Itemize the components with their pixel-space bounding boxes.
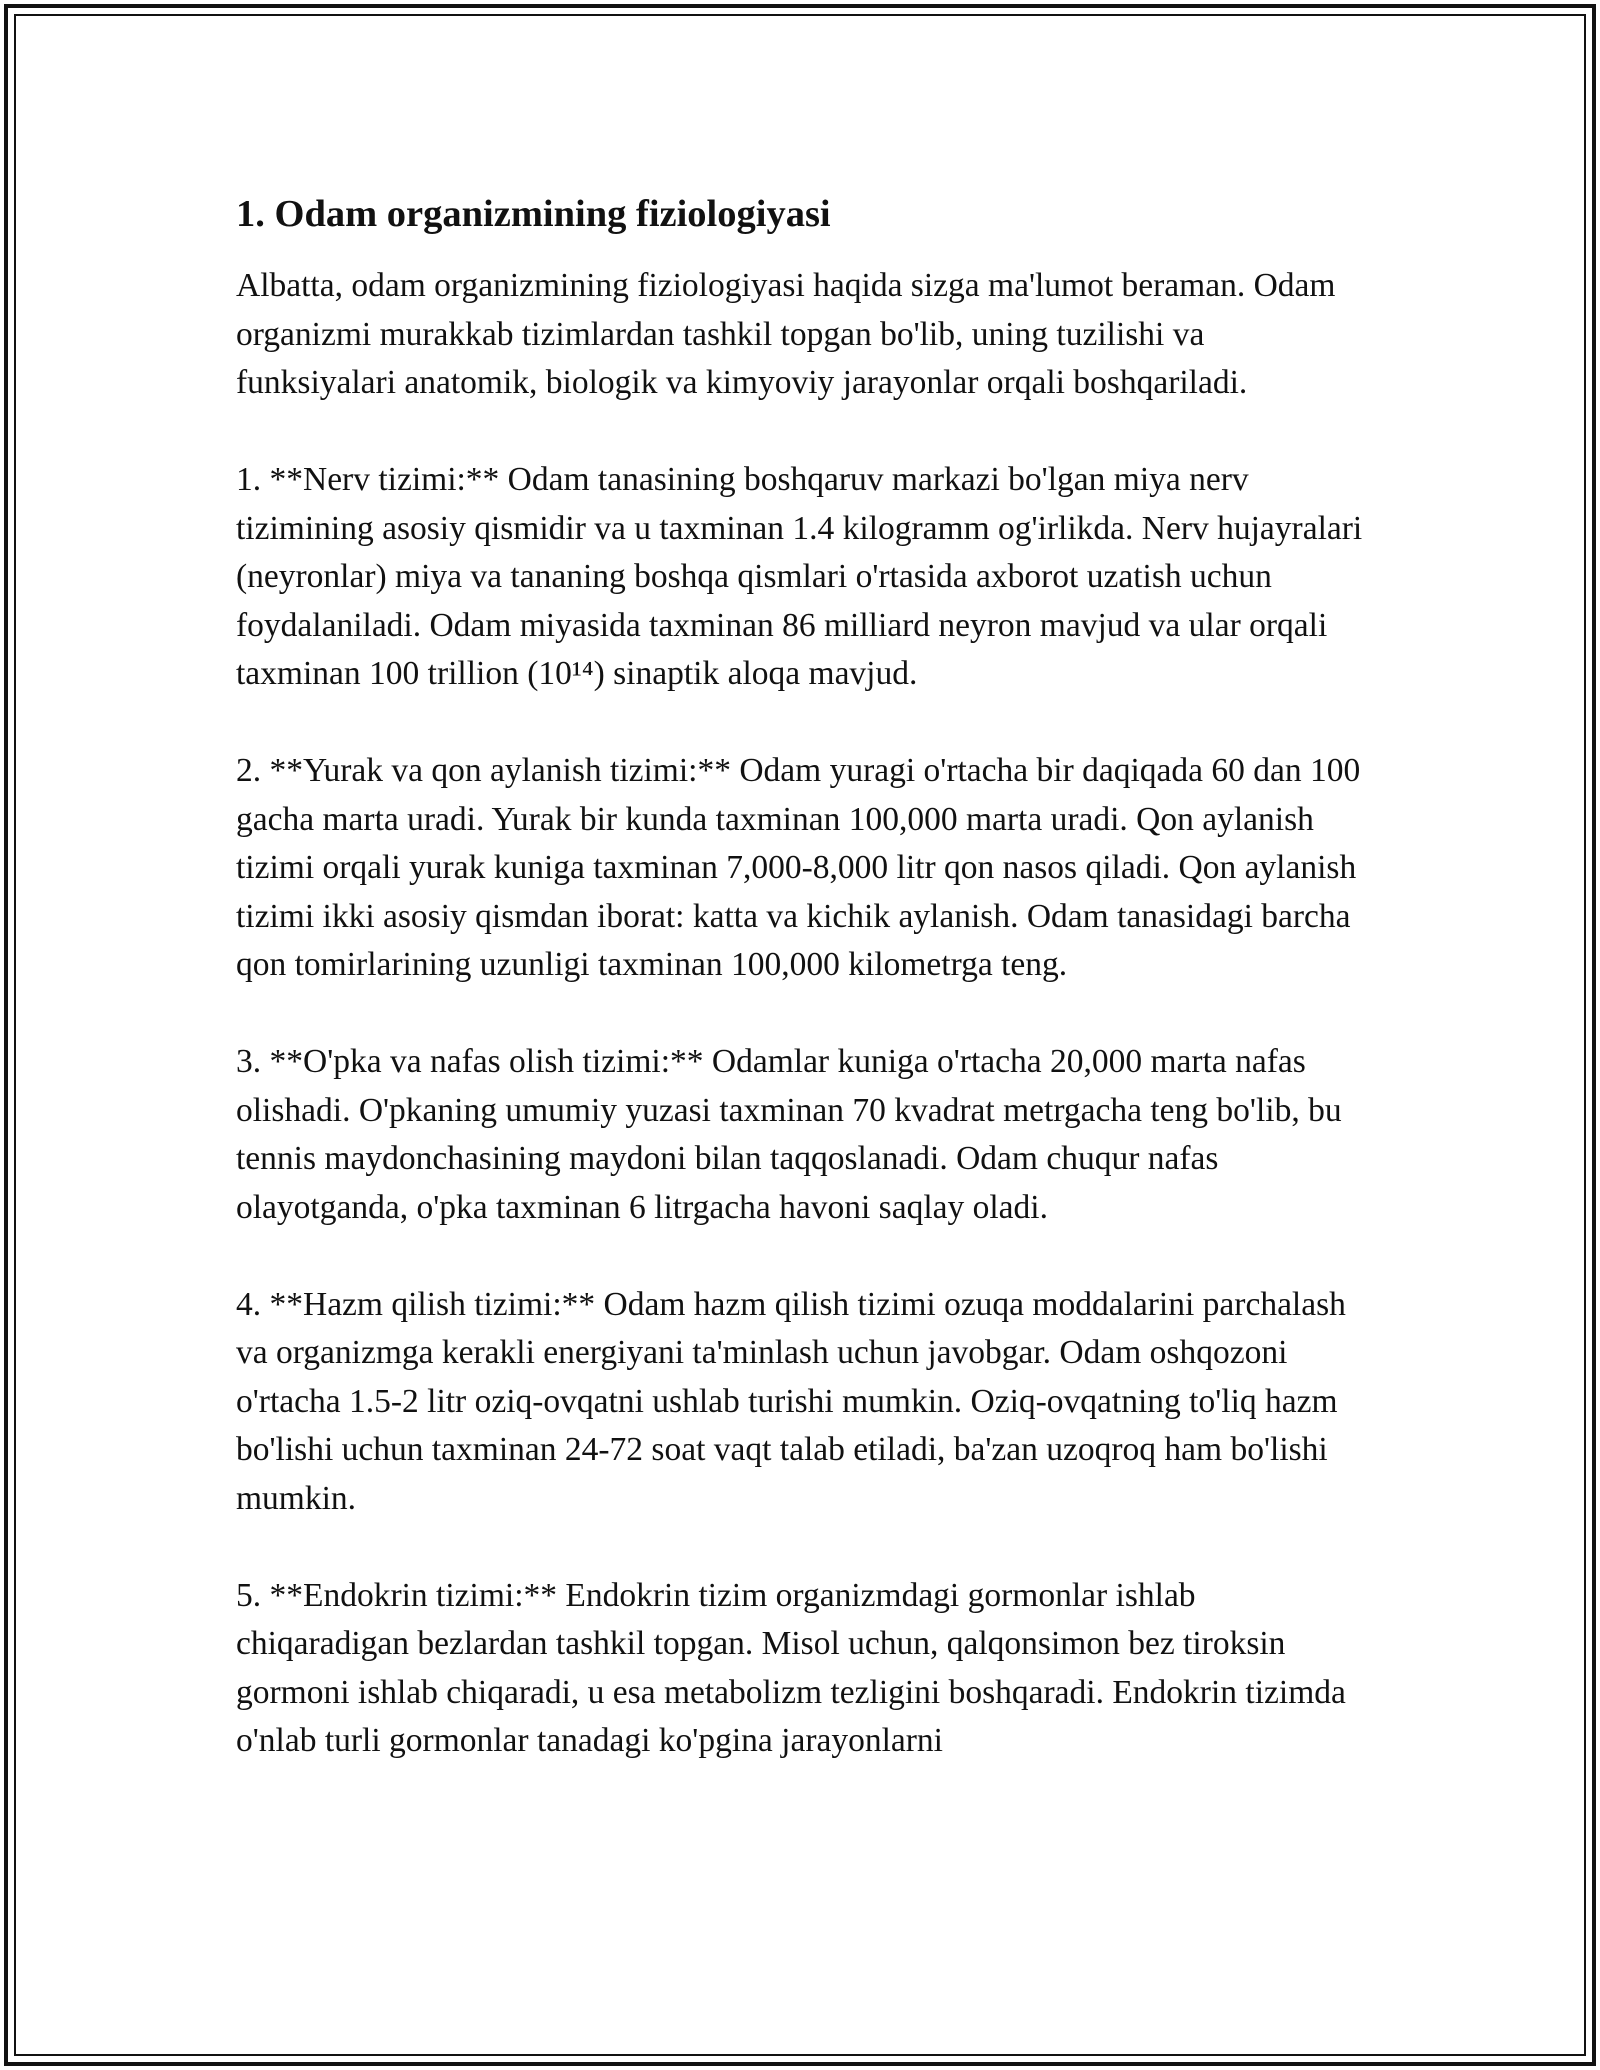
respiratory-system-paragraph: 3. **O'pka va nafas olish tizimi:** Odamlar kuniga o'rtacha 20,000 marta nafas olishadi. O'pkaning umumiy yuzasi taxminan 70 kvadrat metrgacha teng bo'lib, bu tennis maydonchasining maydoni bilan taqqoslanadi. Odam chuqur nafas olayotganda, o'pka taxminan 6 litrgacha havoni saqlay oladi. xyxy=(236,1043,1342,1226)
section-heading: 1. Odam organizmining fiziologiyasi xyxy=(236,193,831,235)
document-body xyxy=(236,186,1366,1766)
nerve-system-paragraph: 1. **Nerv tizimi:** Odam tanasining boshqaruv markazi bo'lgan miya nerv tizimining asosiy qismidir va u taxminan 1.4 kilogramm og'irlikda. Nerv hujayralari (neyronlar) miya va tananing boshqa qismlari o'rtasida axborot uzatish uchun foydalaniladi. Odam miyasida taxminan 86 milliard neyron mavjud va ular orqali taxminan 100 trillion (10¹⁴) sinaptik aloqa mavjud. xyxy=(236,461,1363,692)
digestive-system-paragraph: 4. **Hazm qilish tizimi:** Odam hazm qilish tizimi ozuqa moddalarini parchalash va organizmga kerakli energiyani ta'minlash uchun javobgar. Odam oshqozoni o'rtacha 1.5-2 litr oziq-ovqatni ushlab turishi mumkin. Oziq-ovqatning to'liq hazm bo'lishi uchun taxminan 24-72 soat vaqt talab etiladi, ba'zan uzoqroq ham bo'lishi mumkin. xyxy=(236,1285,1346,1517)
circulatory-system-paragraph: 2. **Yurak va qon aylanish tizimi:** Odam yuragi o'rtacha bir daqiqada 60 dan 100 gacha marta uradi. Yurak bir kunda taxminan 100,000 marta uradi. Qon aylanish tizimi orqali yurak kuniga taxminan 7,000-8,000 litr qon nasos qiladi. Qon aylanish tizimi ikki asosiy qismdan iborat: katta va kichik aylanish. Odam tanasidagi barcha qon tomirlarining uzunligi taxminan 100,000 kilometrga teng. xyxy=(236,752,1361,983)
intro-paragraph: Albatta, odam organizmining fiziologiyasi haqida sizga ma'lumot beraman. Odam organizmi murakkab tizimlardan tashkil topgan bo'lib, uning tuzilishi va funksiyalari anatomik, biologik va kimyoviy jarayonlar orqali boshqariladi. xyxy=(236,267,1336,401)
endocrine-system-paragraph: 5. **Endokrin tizimi:** Endokrin tizim organizmdagi gormonlar ishlab chiqaradigan bezlardan tashkil topgan. Misol uchun, qalqonsimon bez tiroksin gormoni ishlab chiqaradi, u esa metabolizm tezligini boshqaradi. Endokrin tizimda o'nlab turli gormonlar tanadagi ko'pgina jarayonlarni xyxy=(236,1576,1346,1759)
